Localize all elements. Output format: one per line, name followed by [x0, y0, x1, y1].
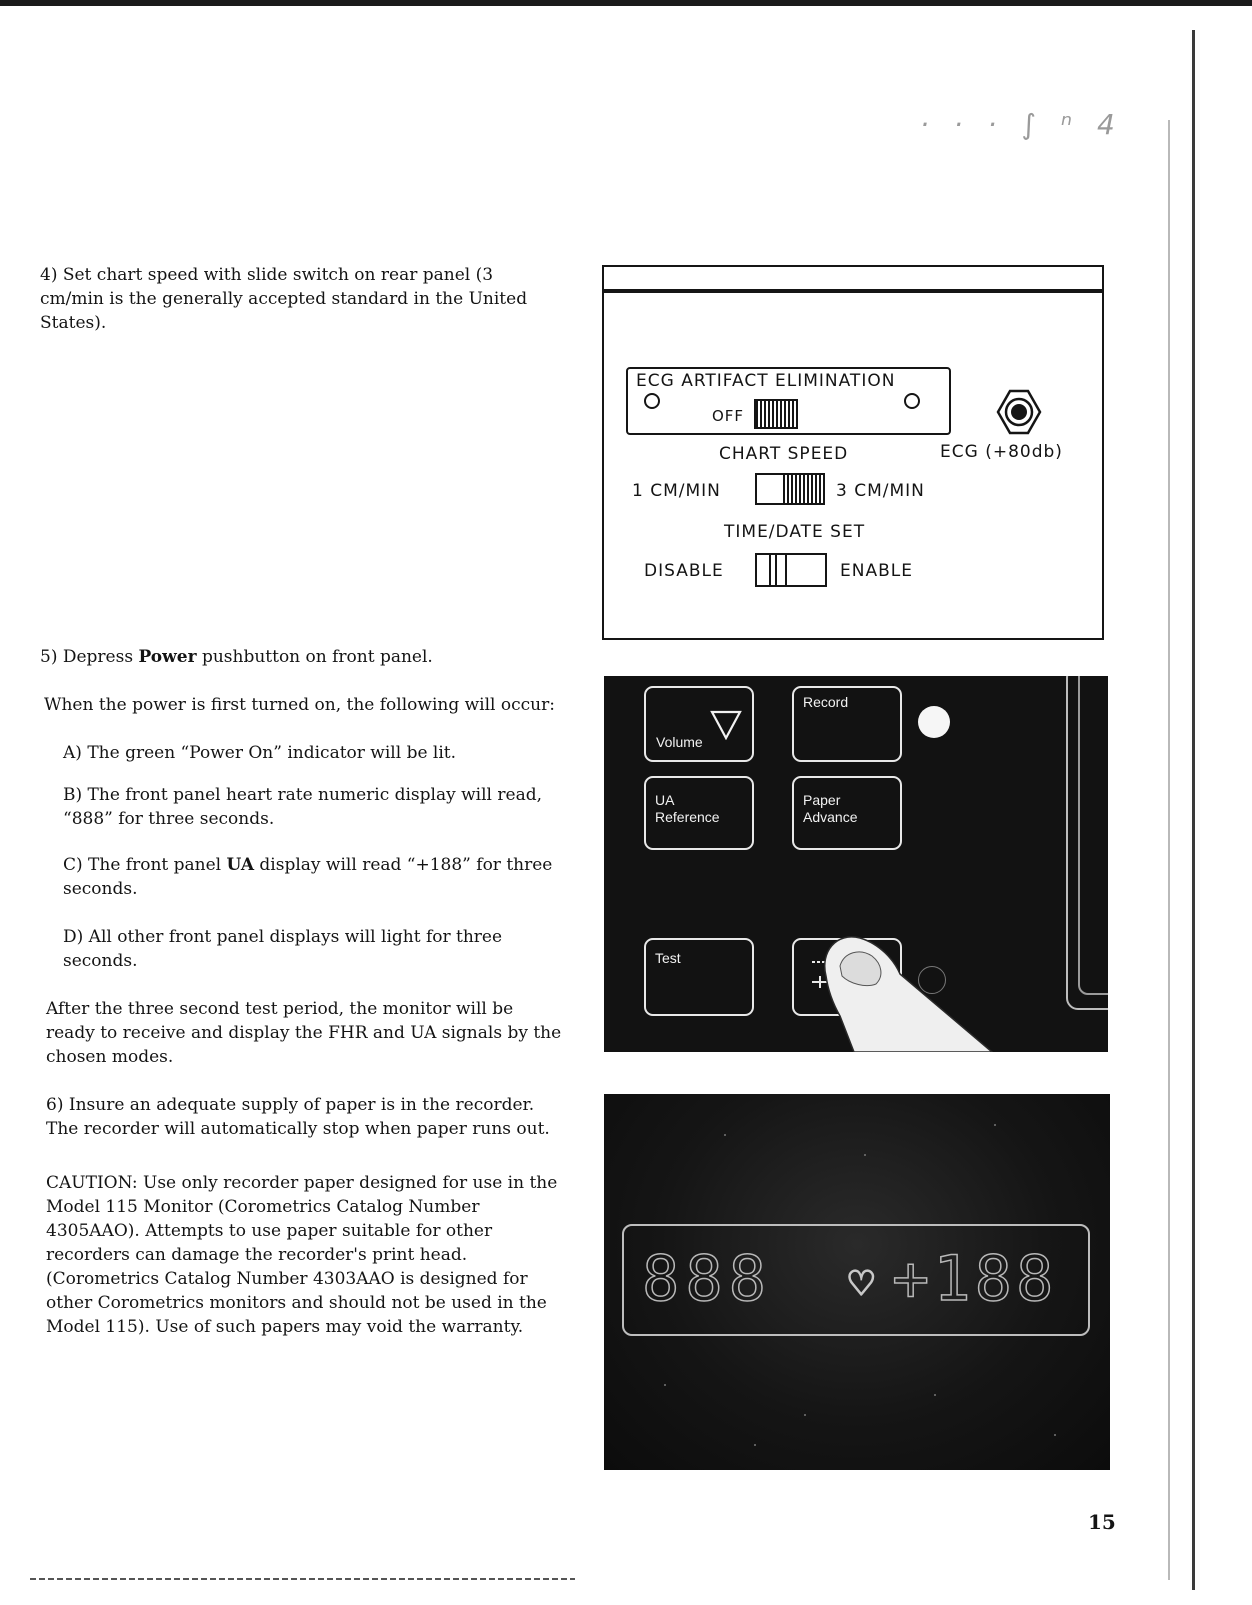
volume-label: Volume: [656, 734, 703, 750]
list-item-a: A) The green “Power On” indicator will be lit.: [63, 743, 457, 763]
ua-display: +188: [892, 1242, 1058, 1315]
heart-rate-display: 888: [642, 1242, 772, 1315]
time-date-disable-label: DISABLE: [644, 561, 724, 581]
mounting-screw-left: [644, 393, 660, 409]
power-on-intro: When the power is first turned on, the following will occur:: [44, 695, 555, 715]
time-date-set-label: TIME/DATE SET: [724, 522, 866, 542]
item-c-suffix: display will read “+188” for three seconds.: [63, 855, 553, 899]
time-date-slide-switch[interactable]: [755, 553, 827, 587]
photo-grain: [994, 1124, 996, 1126]
record-label: Record: [803, 694, 849, 710]
time-date-switch-divider: [785, 555, 787, 585]
after-test-text: After the three second test period, the monitor will be ready to receive and display the FHR and UA signals by the chosen modes.: [46, 999, 562, 1067]
ecg-artifact-label: ECG ARTIFACT ELIMINATION: [636, 371, 896, 391]
rear-panel-diagram: [602, 265, 1104, 640]
paper-advance-line2: Advance: [803, 809, 858, 825]
chart-speed-slide-switch[interactable]: [755, 473, 825, 505]
photo-grain: [724, 1134, 726, 1136]
chart-speed-switch-knob: [783, 475, 823, 503]
photo-grain: [864, 1154, 866, 1156]
rear-panel-top-strip: [604, 267, 1102, 293]
caution-text: CAUTION: Use only recorder paper designed for use in the Model 115 Monitor (Corometrics Catalog Number 4305AAO). Attempts to use paper suitable for other recorders can damage the recorder's print head. (Corometrics Catalog Number 4303AAO is designed for other Corometrics monitors and should not be used in the Model 115). Use of such papers may void the warranty.: [46, 1173, 558, 1337]
ecg-artifact-switch-knob: [756, 401, 796, 427]
chart-speed-left-label: 1 CM/MIN: [632, 481, 721, 501]
test-label: Test: [655, 950, 681, 966]
ecg-artifact-slide-switch[interactable]: [754, 399, 798, 429]
list-item-b: B) The front panel heart rate numeric display will read, “888” for three seconds.: [63, 785, 542, 829]
scan-edge-top: [0, 0, 1252, 6]
paper-advance-line1: Paper: [803, 792, 841, 808]
step-5-prefix: 5) Depress: [40, 647, 139, 667]
item-c-prefix: C) The front panel: [63, 855, 227, 875]
step-6-text: 6) Insure an adequate supply of paper is in the recorder. The recorder will automatically stop when paper runs out.: [46, 1095, 550, 1139]
time-date-switch-knob: [769, 555, 777, 585]
chart-speed-label: CHART SPEED: [719, 444, 849, 464]
page-number: 15: [1088, 1510, 1116, 1534]
finger-pressing-icon: [604, 676, 1108, 1052]
scan-edge-right-shadow: [1168, 120, 1170, 1580]
scan-edge-bottom: [30, 1578, 575, 1580]
photo-grain: [664, 1384, 666, 1386]
list-item-d: D) All other front panel displays will light for three seconds.: [63, 927, 503, 971]
numeric-display-window: [622, 1224, 1090, 1336]
step-5-text: [40, 645, 580, 669]
photo-grain: [1054, 1434, 1056, 1436]
ecg-off-label: OFF: [712, 407, 745, 425]
photo-grain: [754, 1444, 756, 1446]
time-date-enable-label: ENABLE: [840, 561, 913, 581]
list-item-c: [63, 853, 573, 901]
power-button-term: Power: [138, 647, 197, 667]
heart-icon: ♡: [846, 1264, 877, 1304]
chart-speed-right-label: 3 CM/MIN: [836, 481, 925, 501]
step-5-suffix: pushbutton on front panel.: [196, 647, 433, 667]
ua-reference-line2: Reference: [655, 809, 720, 825]
ecg-jack-label: ECG (+80db): [940, 442, 1063, 462]
mounting-screw-right: [904, 393, 920, 409]
led-display-photo: [604, 1094, 1110, 1470]
ua-term: UA: [226, 855, 255, 875]
ecg-artifact-switch-box: [626, 367, 951, 435]
ecg-jack-icon[interactable]: [996, 389, 1042, 435]
handwritten-section-note: · · · ∫ ⁿ 4: [920, 108, 1123, 141]
scan-edge-right: [1192, 30, 1195, 1590]
photo-grain: [934, 1394, 936, 1396]
step-4-text: 4) Set chart speed with slide switch on rear panel (3 cm/min is the generally accepted standard in the United States).: [40, 265, 528, 333]
ua-reference-line1: UA: [655, 792, 675, 808]
photo-grain: [804, 1414, 806, 1416]
front-panel-photo: [604, 676, 1108, 1052]
